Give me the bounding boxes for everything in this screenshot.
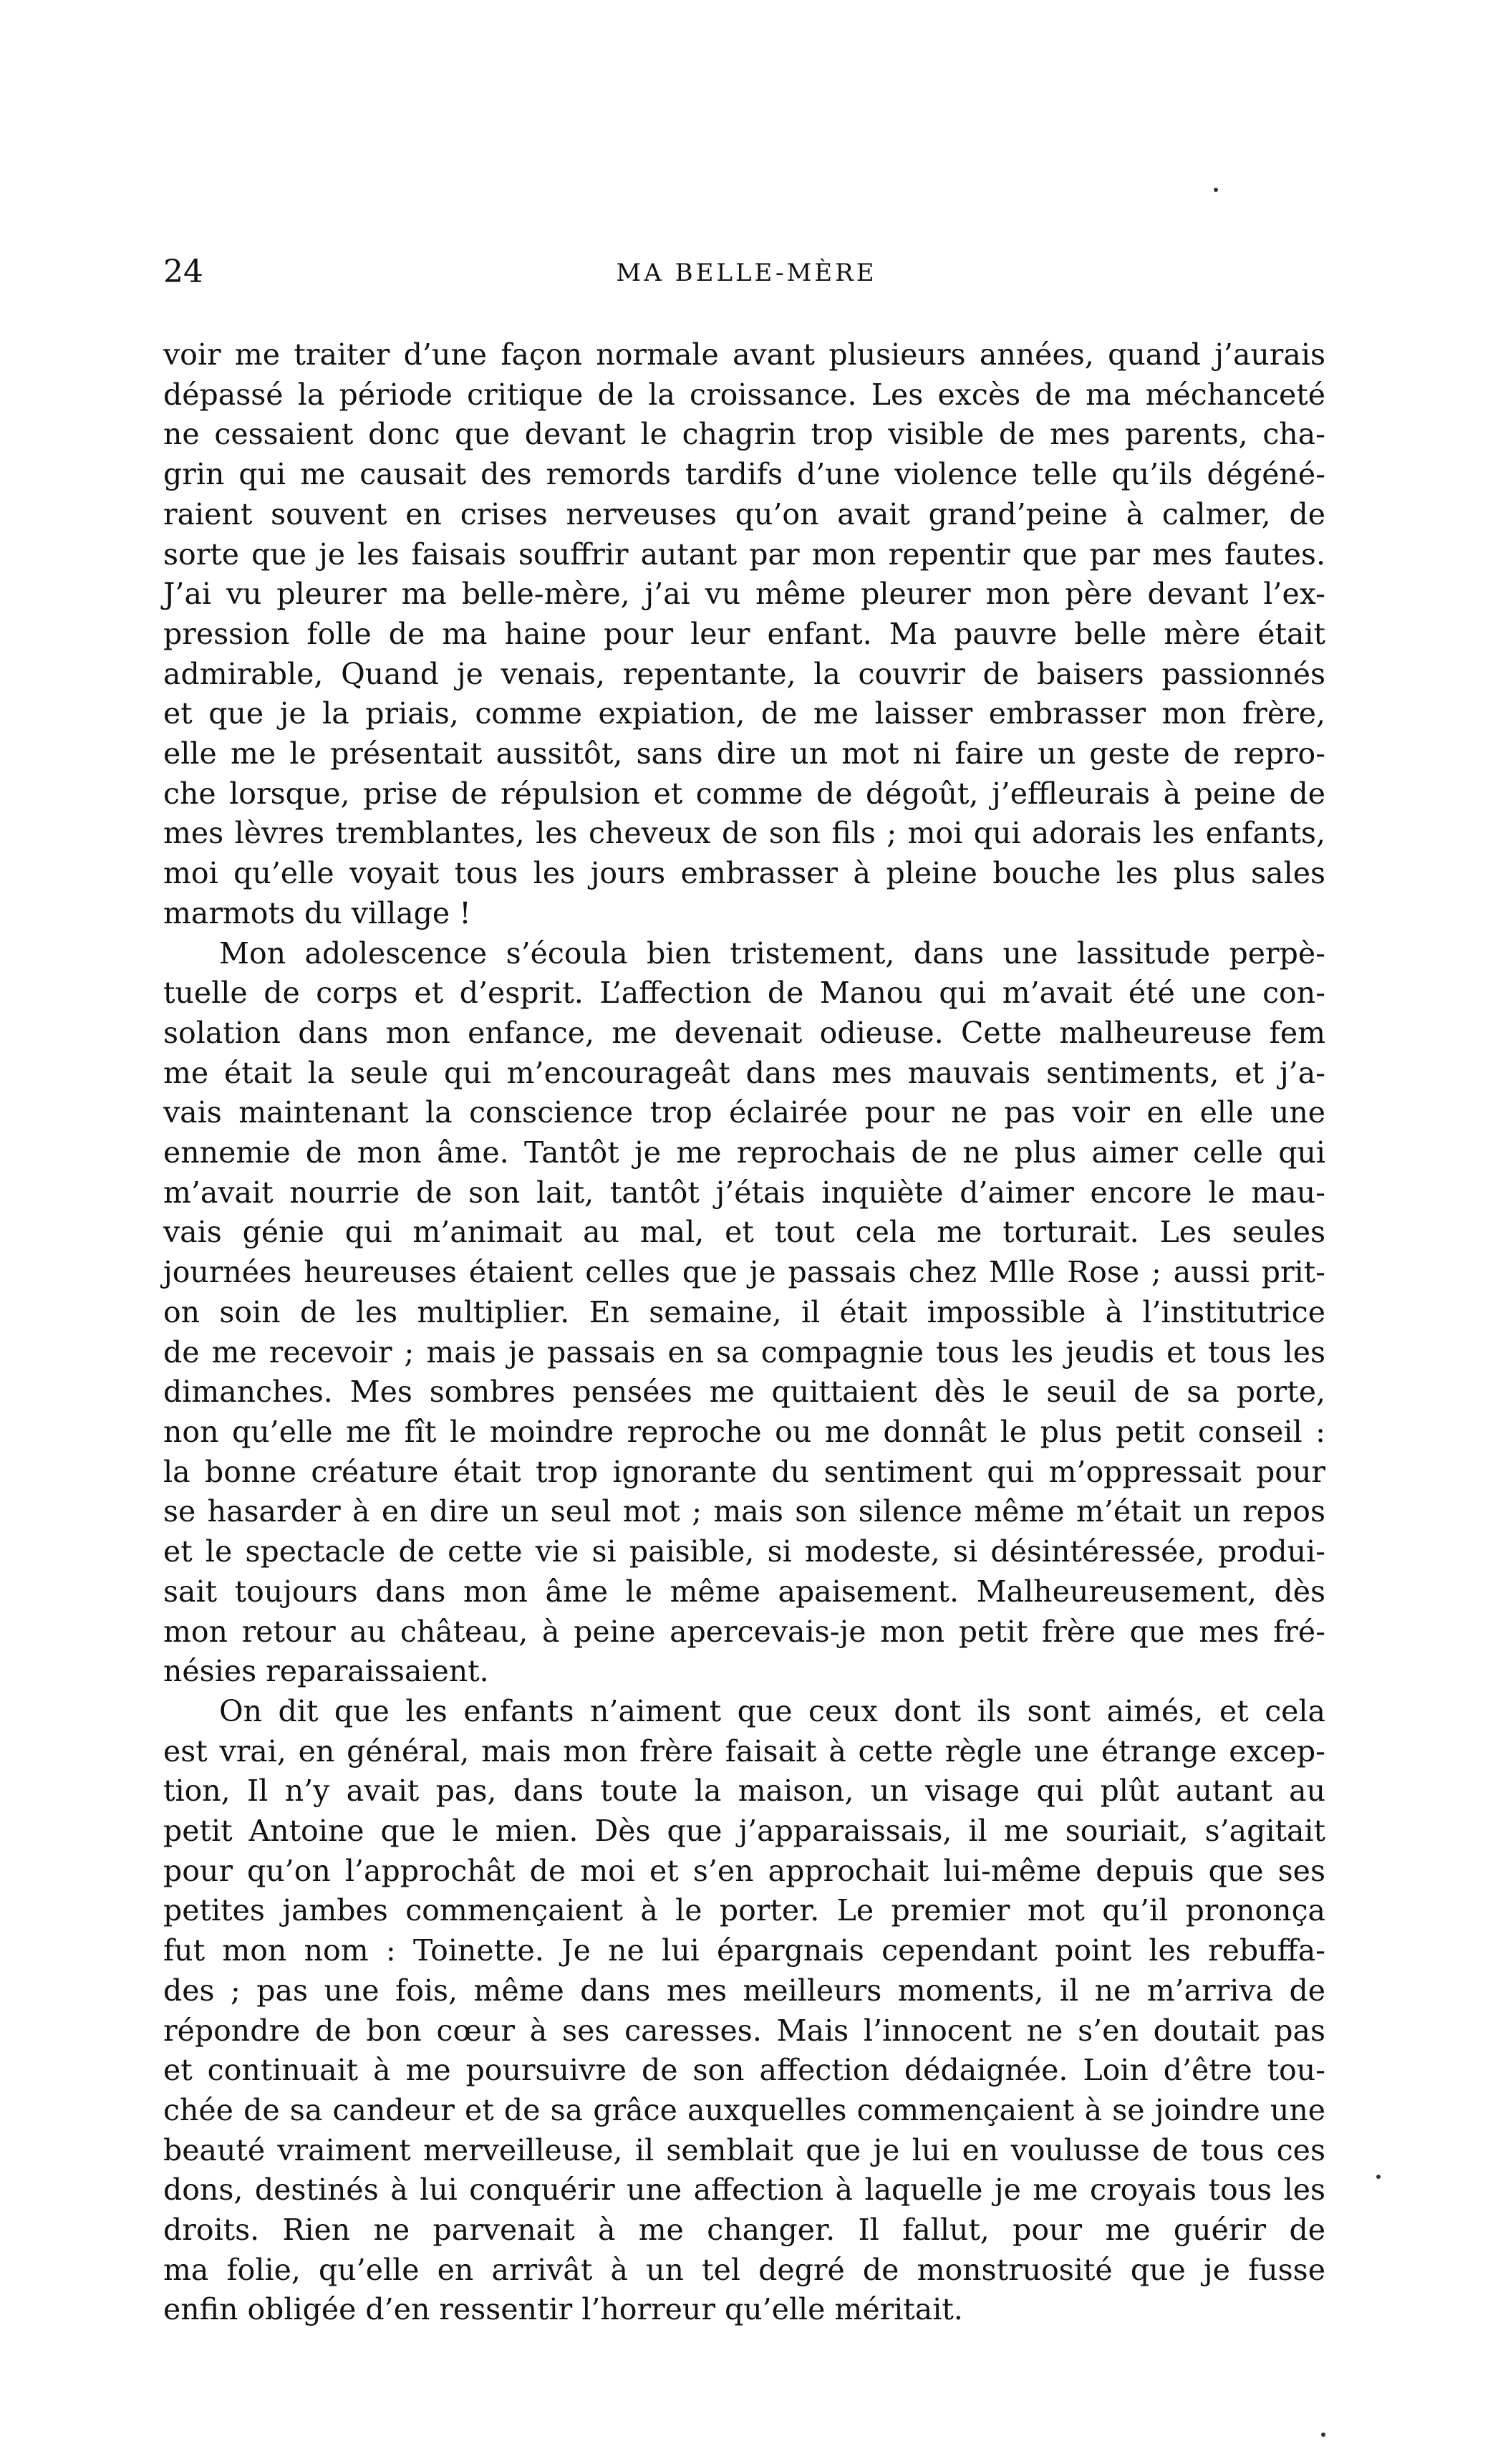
text-line: répondre de bon cœur à ses caresses. Mais l’innocent ne s’en doutait pas	[163, 2013, 1325, 2048]
text-line: journées heureuses étaient celles que je passais chez Mlle Rose ; aussi prit-	[163, 1255, 1325, 1290]
text-line: sorte que je les faisais souffrir autant par mon repentir que par mes fautes.	[163, 536, 1325, 572]
text-line: des ; pas une fois, même dans mes meilleurs moments, il ne m’arriva de	[163, 1973, 1325, 2008]
text-line: grin qui me causait des remords tardifs d’une violence telle qu’ils dégéné-	[163, 457, 1325, 492]
text-line: et continuait à me poursuivre de son affection dédaignée. Loin d’être tou-	[163, 2053, 1325, 2088]
text-line: non qu’elle me fît le moindre reproche ou me donnât le plus petit conseil :	[163, 1414, 1325, 1449]
text-line: nésies reparaissaient.	[163, 1654, 489, 1689]
text-line: tion, Il n’y avait pas, dans toute la maison, un visage qui plût autant au	[163, 1774, 1325, 1809]
text-line: enfin obligée d’en ressentir l’horreur qu’elle méritait.	[163, 2292, 963, 2327]
ink-speck	[1214, 188, 1218, 192]
ink-speck	[1321, 2432, 1325, 2437]
text-line: on soin de les multiplier. En semaine, il était impossible à l’institutrice	[163, 1294, 1325, 1329]
text-line: mes lèvres tremblantes, les cheveux de son fils ; moi qui adorais les enfants,	[163, 816, 1325, 851]
text-line: fut mon nom : Toinette. Je ne lui épargnais cependant point les rebuffa-	[163, 1933, 1325, 1968]
paragraph	[163, 934, 1325, 1692]
text-line: sait toujours dans mon âme le même apaisement. Malheureusement, dès	[163, 1574, 1325, 1609]
text-line: raient souvent en crises nerveuses qu’on avait grand’peine à calmer, de	[163, 496, 1325, 531]
text-line: droits. Rien ne parvenait à me changer. Il fallut, pour me guérir de	[163, 2213, 1325, 2248]
text-line: tuelle de corps et d’esprit. L’affection de Manou qui m’avait été une con-	[163, 976, 1325, 1011]
text-line: et que je la priais, comme expiation, de me laisser embrasser mon frère,	[163, 696, 1325, 731]
text-line: voir me traiter d’une façon normale avant plusieurs années, quand j’aurais	[163, 337, 1325, 372]
text-line: vais génie qui m’animait au mal, et tout cela me torturait. Les seules	[163, 1215, 1325, 1250]
text-line: beauté vraiment merveilleuse, il semblait que je lui en voulusse de tous ces	[163, 2132, 1325, 2167]
text-line: chée de sa candeur et de sa grâce auxquelles commençaient à se joindre une	[163, 2092, 1325, 2127]
body-text	[163, 335, 1325, 2330]
text-line: vais maintenant la conscience trop éclairée pour ne pas voir en elle une	[163, 1095, 1325, 1130]
page-header	[163, 252, 1330, 295]
text-line: petit Antoine que le mien. Dès que j’apparaissais, il me souriait, s’agitait	[163, 1814, 1325, 1849]
text-line: Mon adolescence s’écoula bien tristement, dans une lassitude perpè-	[219, 935, 1325, 971]
text-line: la bonne créature était trop ignorante du sentiment qui m’oppressait pour	[163, 1454, 1325, 1489]
text-line: che lorsque, prise de répulsion et comme de dégoût, j’effleurais à peine de	[163, 776, 1325, 811]
text-line: J’ai vu pleurer ma belle-mère, j’ai vu même pleurer mon père devant l’ex-	[163, 577, 1325, 612]
text-line: mon retour au château, à peine apercevais-je mon petit frère que mes fré-	[163, 1614, 1325, 1649]
text-line: ne cessaient donc que devant le chagrin trop visible de mes parents, cha-	[163, 417, 1325, 452]
text-line: solation dans mon enfance, me devenait odieuse. Cette malheureuse fem	[163, 1015, 1325, 1050]
text-line: se hasarder à en dire un seul mot ; mais son silence même m’était un repos	[163, 1494, 1325, 1529]
ink-speck	[1376, 2175, 1381, 2179]
text-line: dons, destinés à lui conquérir une affection à laquelle je me croyais tous les	[163, 2172, 1325, 2208]
text-line: moi qu’elle voyait tous les jours embrasser à pleine bouche les plus sales	[163, 856, 1325, 891]
running-title: MA BELLE-MÈRE	[616, 259, 877, 287]
text-line: dimanches. Mes sombres pensées me quittaient dès le seuil de sa porte,	[163, 1375, 1325, 1410]
text-line: elle me le présentait aussitôt, sans dire un mot ni faire un geste de repro-	[163, 736, 1325, 771]
page-number: 24	[163, 254, 203, 290]
text-line: ennemie de mon âme. Tantôt je me reprochais de ne plus aimer celle qui	[163, 1135, 1325, 1170]
text-line: est vrai, en général, mais mon frère faisait à cette règle une étrange excep-	[163, 1733, 1325, 1768]
text-line: petites jambes commençaient à le porter. Le premier mot qu’il prononça	[163, 1893, 1325, 1928]
text-line: admirable, Quand je venais, repentante, la couvrir de baisers passionnés	[163, 656, 1325, 691]
text-line: de me recevoir ; mais je passais en sa compagnie tous les jeudis et tous les	[163, 1334, 1325, 1370]
text-line: m’avait nourrie de son lait, tantôt j’étais inquiète d’aimer encore le mau-	[163, 1175, 1325, 1210]
paragraph	[163, 335, 1325, 934]
text-line: pour qu’on l’approchât de moi et s’en approchait lui-même depuis que ses	[163, 1853, 1325, 1888]
text-line: marmots du village !	[163, 895, 471, 930]
text-line: et le spectacle de cette vie si paisible, si modeste, si désintéressée, produi-	[163, 1534, 1325, 1569]
paragraph	[163, 1692, 1325, 2330]
text-line: pression folle de ma haine pour leur enfant. Ma pauvre belle mère était	[163, 616, 1325, 651]
text-line: On dit que les enfants n’aiment que ceux dont ils sont aimés, et cela	[219, 1693, 1325, 1728]
text-line: ma folie, qu’elle en arrivât à un tel degré de monstruosité que je fusse	[163, 2252, 1325, 2287]
text-line: dépassé la période critique de la croissance. Les excès de ma méchanceté	[163, 377, 1325, 412]
text-line: me était la seule qui m’encourageât dans mes mauvais sentiments, et j’a-	[163, 1055, 1325, 1090]
